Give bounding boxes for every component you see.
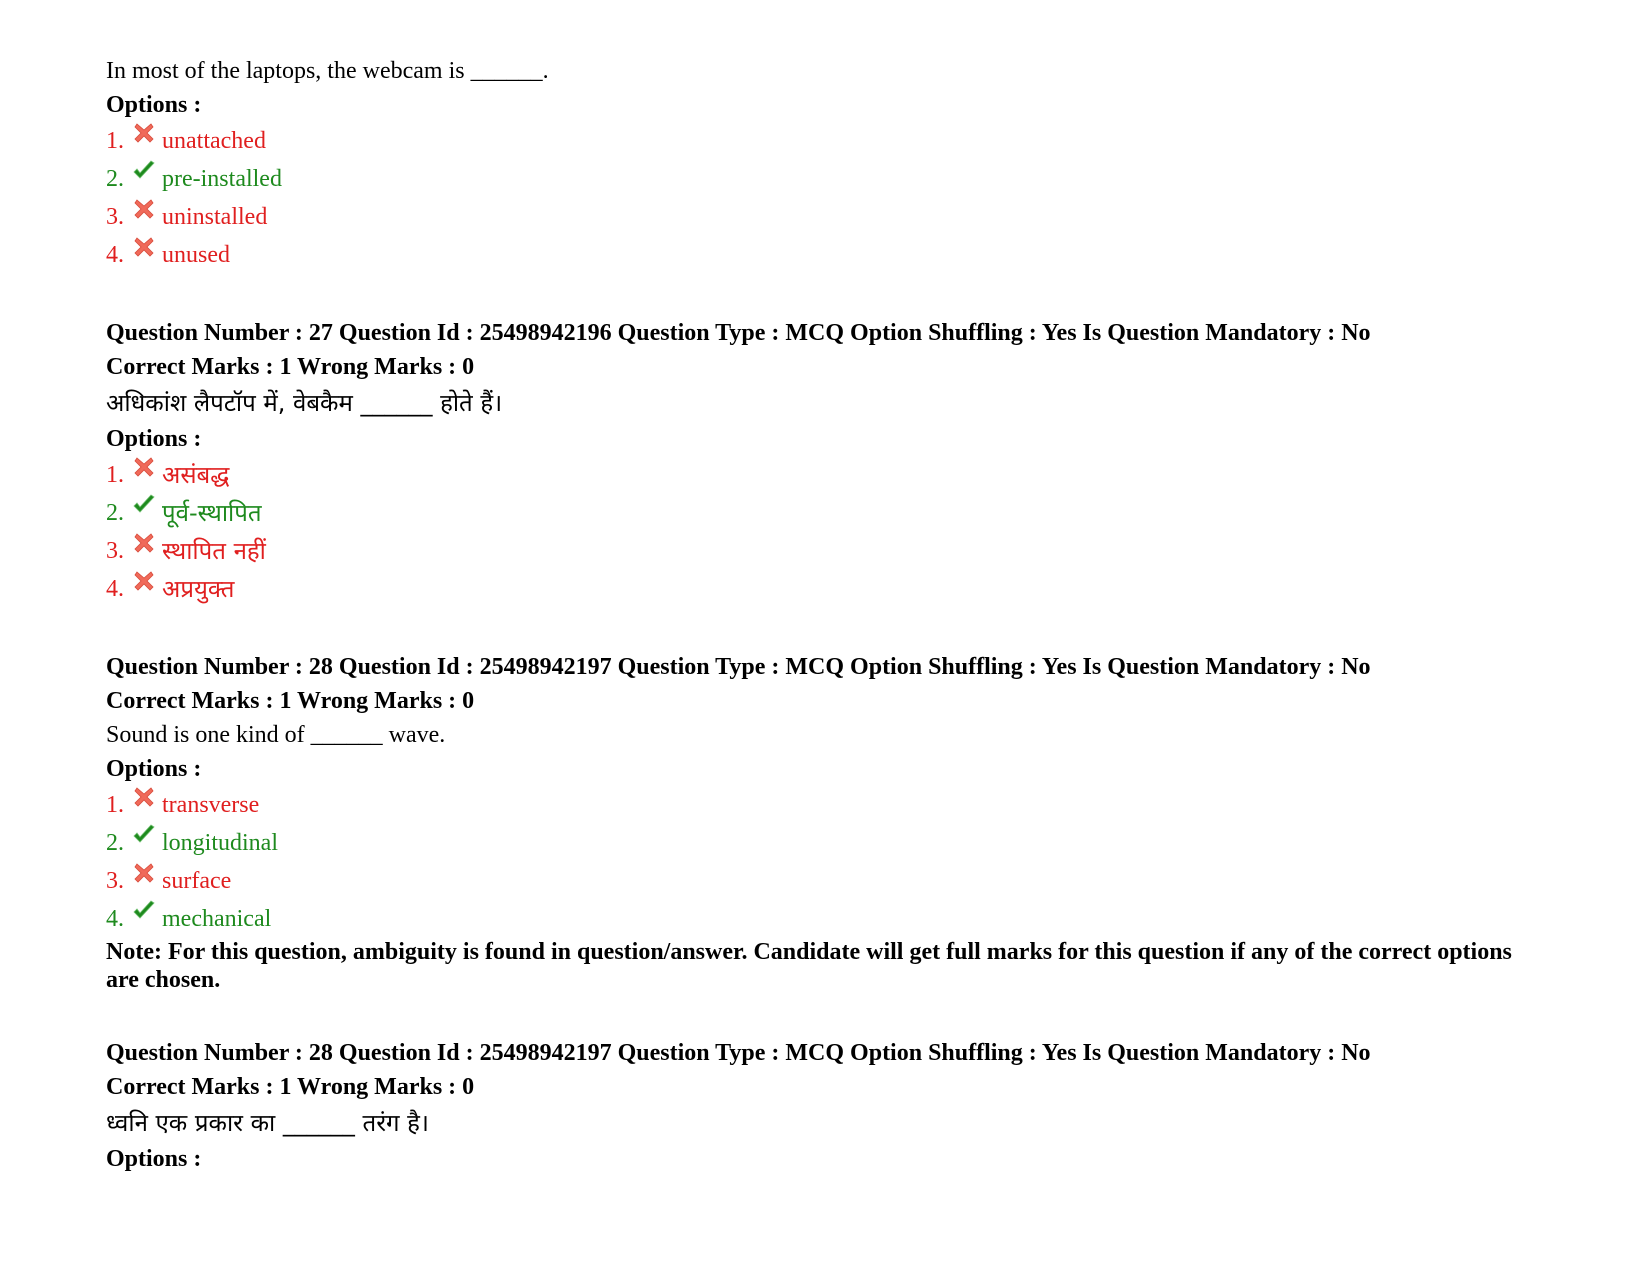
option-number: 1. xyxy=(106,792,124,818)
option-number: 1. xyxy=(106,128,124,154)
option-text: पूर्व-स्थापित xyxy=(162,499,262,527)
option-text: असंबद्ध xyxy=(162,461,230,489)
option-item xyxy=(106,824,1546,862)
option-item xyxy=(106,786,1546,824)
option-item xyxy=(106,900,1546,938)
options-label: Options : xyxy=(106,1146,202,1172)
option-item xyxy=(106,494,1546,532)
question-header: Question Number : 27 Question Id : 25498942196 Question Type : MCQ Option Shuffling : Yes Is Question Mandatory : No xyxy=(106,320,1371,346)
option-text: unused xyxy=(162,242,230,268)
option-text: अप्रयुक्त xyxy=(162,575,235,603)
option-number: 4. xyxy=(106,242,124,268)
option-number: 3. xyxy=(106,868,124,894)
options-label: Options : xyxy=(106,756,202,782)
option-item xyxy=(106,122,1546,160)
question-text: ध्वनि एक प्रकार का ______ तरंग है। xyxy=(106,1109,429,1137)
cross-icon xyxy=(132,235,156,259)
option-item xyxy=(106,532,1546,570)
cross-icon xyxy=(132,531,156,555)
check-icon xyxy=(132,823,156,847)
option-item xyxy=(106,570,1546,608)
option-item xyxy=(106,236,1546,274)
option-number: 1. xyxy=(106,462,124,488)
cross-icon xyxy=(132,785,156,809)
option-number: 2. xyxy=(106,500,124,526)
option-text: uninstalled xyxy=(162,204,268,230)
document-page xyxy=(106,54,1546,1218)
option-text: unattached xyxy=(162,128,266,154)
check-icon xyxy=(132,899,156,923)
cross-icon xyxy=(132,861,156,885)
options-label: Options : xyxy=(106,426,202,452)
option-text: pre-installed xyxy=(162,166,282,192)
option-item xyxy=(106,160,1546,198)
option-number: 4. xyxy=(106,576,124,602)
option-number: 3. xyxy=(106,538,124,564)
question-header: Question Number : 28 Question Id : 25498942197 Question Type : MCQ Option Shuffling : Yes Is Question Mandatory : No xyxy=(106,654,1371,680)
options-list xyxy=(106,122,1546,274)
question-text: अधिकांश लैपटॉप में, वेबकैम ______ होते हैं। xyxy=(106,389,503,417)
question-header: Question Number : 28 Question Id : 25498942197 Question Type : MCQ Option Shuffling : Yes Is Question Mandatory : No xyxy=(106,1040,1371,1066)
option-text: longitudinal xyxy=(162,830,278,856)
option-item xyxy=(106,862,1546,900)
cross-icon xyxy=(132,121,156,145)
options-list xyxy=(106,786,1546,938)
option-text: surface xyxy=(162,868,232,894)
cross-icon xyxy=(132,197,156,221)
question-27-block xyxy=(106,316,1546,608)
option-text: transverse xyxy=(162,792,260,818)
option-number: 4. xyxy=(106,906,124,932)
option-text: स्थापित नहीं xyxy=(162,537,266,565)
options-label: Options : xyxy=(106,92,202,118)
option-item xyxy=(106,198,1546,236)
question-26-block xyxy=(106,54,1546,274)
question-marks: Correct Marks : 1 Wrong Marks : 0 xyxy=(106,688,475,714)
question-marks: Correct Marks : 1 Wrong Marks : 0 xyxy=(106,354,475,380)
options-list xyxy=(106,456,1546,608)
option-item xyxy=(106,456,1546,494)
option-number: 2. xyxy=(106,166,124,192)
check-icon xyxy=(132,159,156,183)
ambiguity-note: Note: For this question, ambiguity is found in question/answer. Candidate will get full marks for this question if any of the correct options are chosen. xyxy=(106,939,1512,993)
cross-icon xyxy=(132,569,156,593)
question-28-hi-block xyxy=(106,1036,1546,1176)
question-text: In most of the laptops, the webcam is ______. xyxy=(106,58,549,84)
check-icon xyxy=(132,493,156,517)
cross-icon xyxy=(132,455,156,479)
question-28-en-block xyxy=(106,650,1546,994)
option-number: 3. xyxy=(106,204,124,230)
question-text: Sound is one kind of ______ wave. xyxy=(106,722,446,748)
question-marks: Correct Marks : 1 Wrong Marks : 0 xyxy=(106,1074,475,1100)
option-text: mechanical xyxy=(162,906,272,932)
option-number: 2. xyxy=(106,830,124,856)
